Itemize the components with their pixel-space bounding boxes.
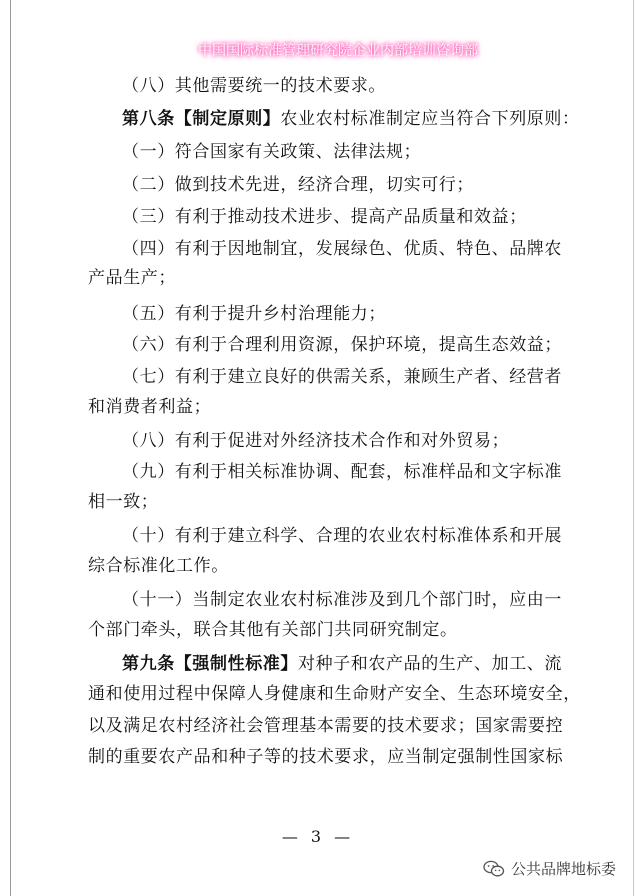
wechat-icon bbox=[483, 860, 505, 878]
text-line: （二）做到技术先进，经济合理，切实可行； bbox=[122, 175, 474, 195]
text-line: 以及满足农村经济社会管理基本需要的技术要求；国家需要控 bbox=[88, 716, 564, 736]
text-line: （九）有利于相关标准协调、配套，标准样品和文字标准 bbox=[122, 462, 562, 482]
text-line: 个部门牵头，联合其他有关部门共同研究制定。 bbox=[88, 620, 458, 640]
text-line: （十）有利于建立科学、合理的农业农村标准体系和开展 bbox=[122, 526, 562, 546]
text-line: 综合标准化工作。 bbox=[88, 556, 229, 576]
text-line: 第八条【制定原则】农业农村标准制定应当符合下列原则： bbox=[122, 109, 580, 129]
text-line: （五）有利于提升乡村治理能力； bbox=[122, 304, 386, 324]
text-line: （三）有利于推动技术进步、提高产品质量和效益； bbox=[122, 207, 527, 227]
text-line: 制的重要农产品和种子等的技术要求，应当制定强制性国家标 bbox=[88, 747, 564, 767]
account-logo[interactable] bbox=[483, 858, 616, 879]
article-heading: 第九条【强制性标准】 bbox=[122, 654, 298, 674]
text-line: （七）有利于建立良好的供需关系，兼顾生产者、经营者 bbox=[122, 367, 562, 387]
text-line: 第九条【强制性标准】对种子和农产品的生产、加工、流 bbox=[122, 654, 562, 674]
text-line: （一）符合国家有关政策、法律法规； bbox=[122, 142, 422, 162]
text-line: （八）其他需要统一的技术要求。 bbox=[122, 76, 386, 96]
text-line: 相一致； bbox=[88, 492, 159, 512]
text-line: （八）有利于促进对外经济技术合作和对外贸易； bbox=[122, 431, 510, 451]
logo-text: 公共品牌地标委 bbox=[511, 860, 617, 878]
text-line: （六）有利于合理利用资源，保护环境，提高生态效益； bbox=[122, 335, 562, 355]
page-border-right bbox=[633, 0, 634, 896]
text-line: 和消费者利益； bbox=[88, 397, 212, 417]
text-line: （四）有利于因地制宜，发展绿色、优质、特色、品牌农 bbox=[122, 239, 562, 259]
article-heading: 第八条【制定原则】 bbox=[122, 109, 281, 129]
watermark-banner: 中国国际标准管理研究院企业内部培训咨询部 bbox=[198, 43, 478, 59]
page-number: — 3 — bbox=[281, 827, 355, 846]
text-line: （十一）当制定农业农村标准涉及到几个部门时，应由一 bbox=[122, 590, 562, 610]
text-line: 产品生产； bbox=[88, 268, 176, 288]
text-line: 通和使用过程中保障人身健康和生命财产安全、生态环境安全， bbox=[88, 684, 581, 704]
page-border-left bbox=[10, 0, 11, 896]
